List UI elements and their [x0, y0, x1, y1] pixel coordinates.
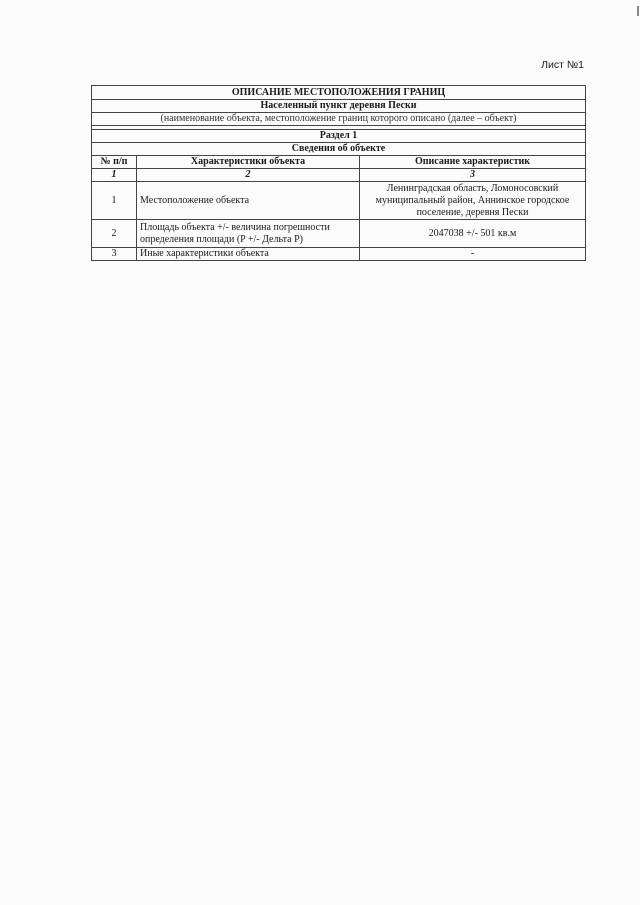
- sheet-number: Лист №1: [541, 59, 584, 71]
- object-name: Населенный пункт деревня Пески: [92, 100, 586, 113]
- boundary-description-table: [91, 85, 586, 261]
- row-description: 2047038 +/- 501 кв.м: [360, 220, 586, 248]
- column-number-1: 1: [92, 169, 137, 182]
- column-number-2: 2: [137, 169, 360, 182]
- row-description: Ленинградская область, Ломоносовский муниципальный район, Аннинское городское поселение, деревня Пески: [360, 182, 586, 220]
- object-caption: (наименование объекта, местоположение границ которого описано (далее – объект): [92, 113, 586, 126]
- header-number: № п/п: [92, 156, 137, 169]
- header-description: Описание характеристик: [360, 156, 586, 169]
- table-row: [92, 248, 586, 261]
- table-row: [92, 182, 586, 220]
- document-title: ОПИСАНИЕ МЕСТОПОЛОЖЕНИЯ ГРАНИЦ: [92, 86, 586, 100]
- table-row: [92, 220, 586, 248]
- header-characteristic: Характеристики объекта: [137, 156, 360, 169]
- section-subtitle: Сведения об объекте: [92, 143, 586, 156]
- row-number: 1: [92, 182, 137, 220]
- scan-edge-mark: [637, 6, 639, 16]
- row-characteristic: Иные характеристики объекта: [137, 248, 360, 261]
- column-number-3: 3: [360, 169, 586, 182]
- section-title: Раздел 1: [92, 130, 586, 143]
- row-characteristic: Местоположение объекта: [137, 182, 360, 220]
- row-description: -: [360, 248, 586, 261]
- column-number-row: [92, 169, 586, 182]
- row-characteristic: Площадь объекта +/- величина погрешности определения площади (P +/- Дельта P): [137, 220, 360, 248]
- table-header-row: [92, 156, 586, 169]
- row-number: 3: [92, 248, 137, 261]
- row-number: 2: [92, 220, 137, 248]
